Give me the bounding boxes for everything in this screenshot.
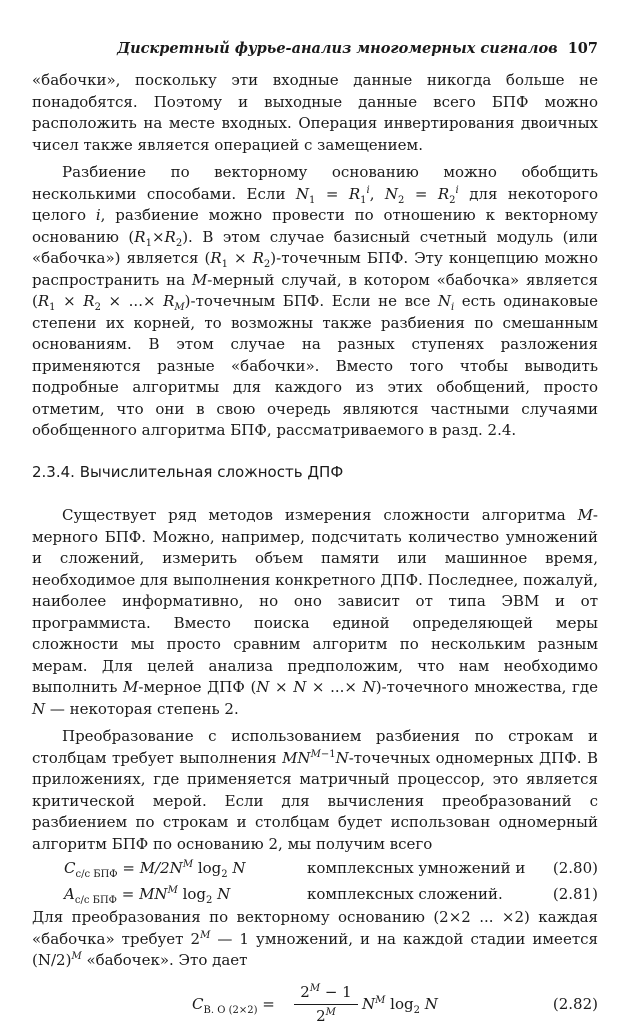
equation-rhs: $N^M$ $\log_2 N$ [362, 994, 438, 1016]
equation-2-81 [32, 881, 598, 907]
equation-text: комплексных умножений и [307, 859, 526, 877]
equation-number: (2.82) [552, 994, 598, 1013]
page-number: 107 [567, 40, 598, 57]
paragraph-3: Существует ряд методов измерения сложности алгоритма M-мерного БПФ. Можно, например, подсчитать количество умножений и сложений, измерить объем памяти или машинное время, необходимое для выполнения конкретного ДПФ. Последнее, пожалуй, наиболее информативно, но оно зависит от типа ЭВМ и от программиста. Вместо поиска единой определяющей меры сложности мы просто сравним алгоритм по нескольким разным мерам. Для целей анализа предположим, что нам необходимо выполнить M-мерное ДПФ (N × N × ...× N)-точечного множества, где N — некоторая степень 2. [32, 506, 599, 718]
equation-number: (2.80) [552, 859, 598, 877]
running-header [32, 40, 598, 57]
paragraph-2: Разбиение по векторному основанию можно обобщить несколькими способами. Если $N_1 = R_1^i$, $N_2 = R_2^i$ для некоторого целого i, разбиение можно провести по отношению к векторному основанию $(R_1\times R_2)$. В этом случае базисный счетный модуль (или «бабочка») является ($R_1$ × $R_2$)-точечным БПФ. Эту концепцию можно распространить на M-мерный случай, в котором «бабочка» является ($R_1 \times R_2$ × ...× $R_M$)-точечным БПФ. Если не все $N_i$ есть одинаковые степени их корней, то возможны также разбиения по смешанным основаниям. В этом случае на разных ступенях разложения применяются разные «бабочки». Вместо того чтобы выводить подробные алгоритмы для каждого из этих обобщений, просто отметим, что они в свою очередь являются частными случаями обобщенного алгоритма БПФ, рассматриваемого в разд. 2.4. [32, 163, 598, 439]
equation-2-80 [32, 855, 598, 881]
paragraph-1: «бабочки», поскольку эти входные данные никогда больше не понадобятся. Поэтому и выходные данные всего БПФ можно расположить на месте входных. Операция инвертирования двоичных чисел также является операцией с замещением. [32, 71, 598, 154]
section-title: 2.3.4. Вычислительная сложность ДПФ [32, 462, 344, 481]
body-text [32, 70, 598, 1032]
equation-lhs: $A_{с/с БПФ} = MN^M$ $\log_2 N$ [64, 885, 231, 906]
equation-text: комплексных сложений. [307, 885, 503, 903]
fraction-numerator: $2^M - 1$ [294, 982, 358, 1006]
equation-lhs: $C_{В. О (2\times 2)}$ = [192, 994, 275, 1016]
equation-number: (2.81) [552, 885, 598, 903]
paragraph-4: Преобразование с использованием разбиения по строкам и столбцам требует выполнения $MN^{M-1}N$-точечных одномерных ДПФ. В приложениях, где применяется матричный процессор, это является критической мерой. Если для вычисления преобразований с разбиением по строкам и столбцам будет использован одномерный алгоритм БПФ по основанию 2, мы получим всего [32, 727, 598, 853]
fraction-denominator: $2^M$ [316, 1007, 336, 1025]
equation-2-82 [32, 978, 598, 1032]
equation-lhs: $C_{с/с БПФ} = M/2N^M$ $\log_2 N$ [64, 859, 246, 880]
paragraph-5: Для преобразования по векторному основанию (2×2 ... ×2) каждая «бабочка» требует $2^M$ — 1 умножений, и на каждой стадии имеется $(N/2)^M$ «бабочек». Это дает [32, 908, 599, 969]
fraction [294, 982, 358, 1028]
running-title: Дискретный фурье-анализ многомерных сигналов [117, 40, 558, 57]
